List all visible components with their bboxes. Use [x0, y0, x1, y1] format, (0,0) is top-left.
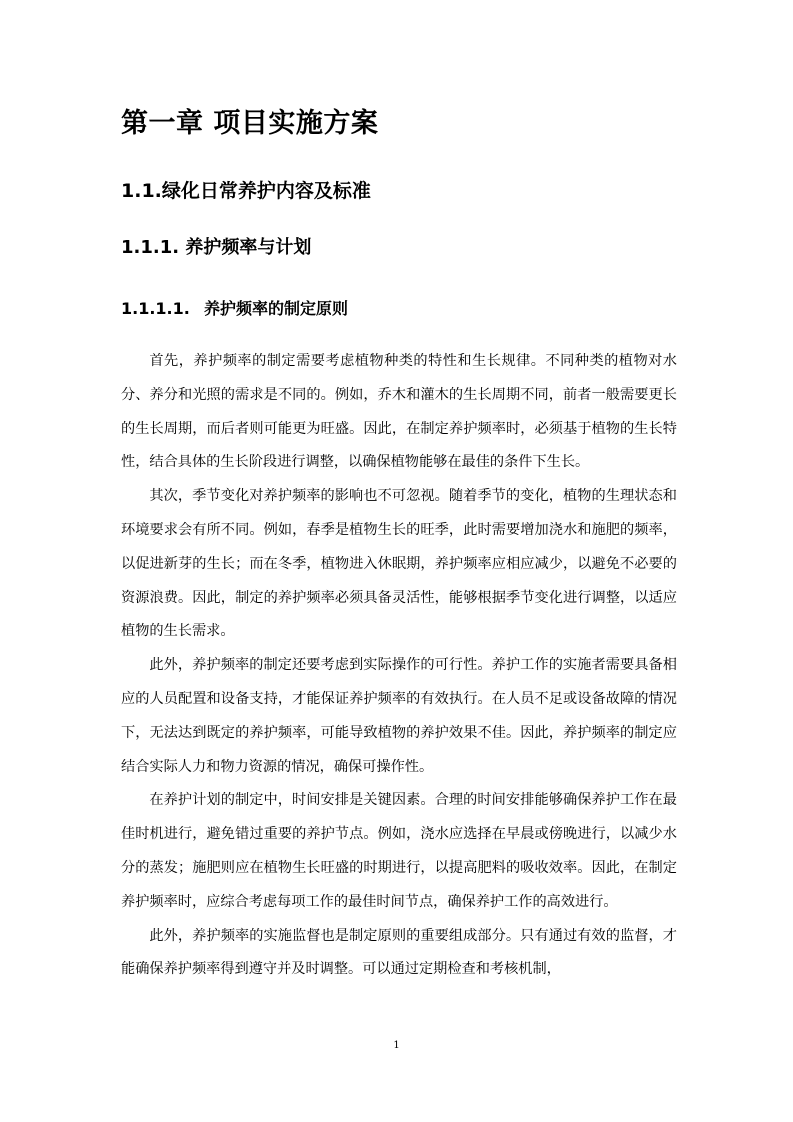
subsection-heading — [121, 233, 311, 263]
section-heading — [121, 176, 371, 206]
paragraph: 此外，养护频率的制定还要考虑到实际操作的可行性。养护工作的实施者需要具备相应的人员配置和设备支持，才能保证养护频率的有效执行。在人员不足或设备故障的情况下，无法达到既定的养护频率，可能导致植物的养护效果不佳。因此，养护频率的制定应结合实际人力和物力资源的情况，确保可操作性。 — [121, 657, 677, 775]
paragraph: 在养护计划的制定中，时间安排是关键因素。合理的时间安排能够确保养护工作在最佳时机进行，避免错过重要的养护节点。例如，浇水应选择在早晨或傍晚进行，以减少水分的蒸发；施肥则应在植物生长旺盛的时期进行，以提高肥料的吸收效率。因此，在制定养护频率时，应综合考虑每项工作的最佳时间节点，确保养护工作的高效进行。 — [121, 792, 677, 910]
subsection-title: 养护频率与计划 — [185, 237, 312, 258]
section-title: 绿化日常养护内容及标准 — [161, 180, 371, 202]
subsubsection-heading — [121, 295, 348, 323]
subsubsection-title: 养护频率的制定原则 — [204, 299, 349, 318]
section-number: 1.1. — [121, 180, 162, 202]
paragraph: 其次，季节变化对养护频率的影响也不可忽视。随着季节的变化，植物的生理状态和环境要求会有所不同。例如，春季是植物生长的旺季，此时需要增加浇水和施肥的频率，以促进新芽的生长；而在冬季，植物进入休眠期，养护频率应相应减少，以避免不必要的资源浪费。因此，制定的养护频率必须具备灵活性，能够根据季节变化进行调整，以适应植物的生长需求。 — [121, 488, 677, 640]
subsection-number: 1.1.1. — [121, 237, 180, 258]
subsubsection-number: 1.1.1.1. — [121, 299, 190, 318]
paragraph: 此外，养护频率的实施监督也是制定原则的重要组成部分。只有通过有效的监督，才能确保养护频率得到遵守并及时调整。可以通过定期检查和考核机制， — [121, 927, 677, 978]
chapter-title: 第一章 项目实施方案 — [121, 108, 379, 139]
body-text — [121, 345, 677, 987]
page-number: 1 — [393, 1040, 400, 1051]
paragraph: 首先，养护频率的制定需要考虑植物种类的特性和生长规律。不同种类的植物对水分、养分和光照的需求是不同的。例如，乔木和灌木的生长周期不同，前者一般需要更长的生长周期，而后者则可能更为旺盛。因此，在制定养护频率时，必须基于植物的生长特性，结合具体的生长阶段进行调整，以确保植物能够在最佳的条件下生长。 — [121, 353, 677, 471]
